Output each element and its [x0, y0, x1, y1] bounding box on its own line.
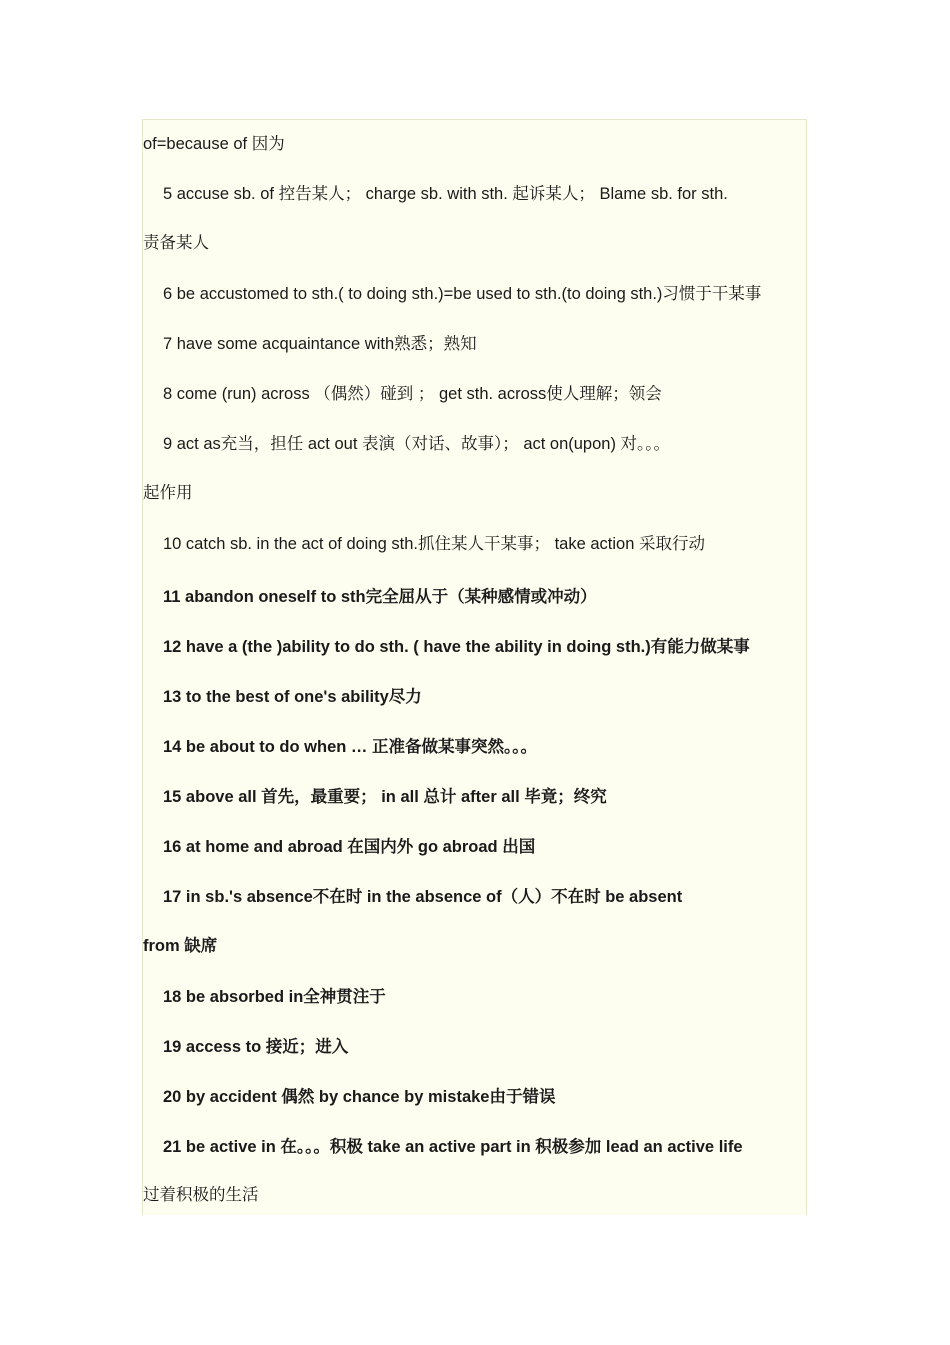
- text-line: 9 act as充当，担任 act out 表演（对话、故事）； act on(upon) 对。。。: [163, 435, 671, 453]
- text-line: 19 access to 接近；进入: [163, 1038, 349, 1056]
- text-line: 17 in sb.'s absence不在时 in the absence of（人）不在时 be absent: [163, 888, 683, 906]
- text-line: from 缺席: [143, 937, 218, 955]
- text-line: 16 at home and abroad 在国内外 go abroad 出国: [163, 838, 536, 856]
- text-line: 过着积极的生活: [143, 1186, 259, 1204]
- text-line: of=because of 因为: [143, 135, 285, 153]
- text-line: 8 come (run) across （偶然）碰到 ； get sth. across使人理解；领会: [163, 385, 662, 403]
- text-line: 21 be active in 在。。。积极 take an active part in 积极参加 lead an active life: [163, 1138, 743, 1156]
- text-line: 20 by accident 偶然 by chance by mistake由于错误: [163, 1088, 556, 1106]
- text-line: 14 be about to do when … 正准备做某事突然。。。: [163, 738, 538, 756]
- text-line: 15 above all 首先，最重要； in all 总计 after all 毕竟；终究: [163, 788, 607, 806]
- text-line: 10 catch sb. in the act of doing sth.抓住某人干某事； take action 采取行动: [163, 535, 705, 553]
- text-line: 12 have a (the )ability to do sth. ( have the ability in doing sth.)有能力做某事: [163, 638, 750, 656]
- text-line: 6 be accustomed to sth.( to doing sth.)=be used to sth.(to doing sth.)习惯于干某事: [163, 285, 762, 303]
- text-line: 起作用: [143, 484, 193, 502]
- text-line: 责备某人: [143, 234, 209, 252]
- text-line: 5 accuse sb. of 控告某人； charge sb. with sth. 起诉某人； Blame sb. for sth.: [163, 185, 728, 203]
- text-line: 13 to the best of one's ability尽力: [163, 688, 422, 706]
- text-line: 18 be absorbed in全神贯注于: [163, 988, 386, 1006]
- text-line: 11 abandon oneself to sth完全屈从于（某种感情或冲动）: [163, 588, 597, 606]
- text-line: 7 have some acquaintance with熟悉；熟知: [163, 335, 477, 353]
